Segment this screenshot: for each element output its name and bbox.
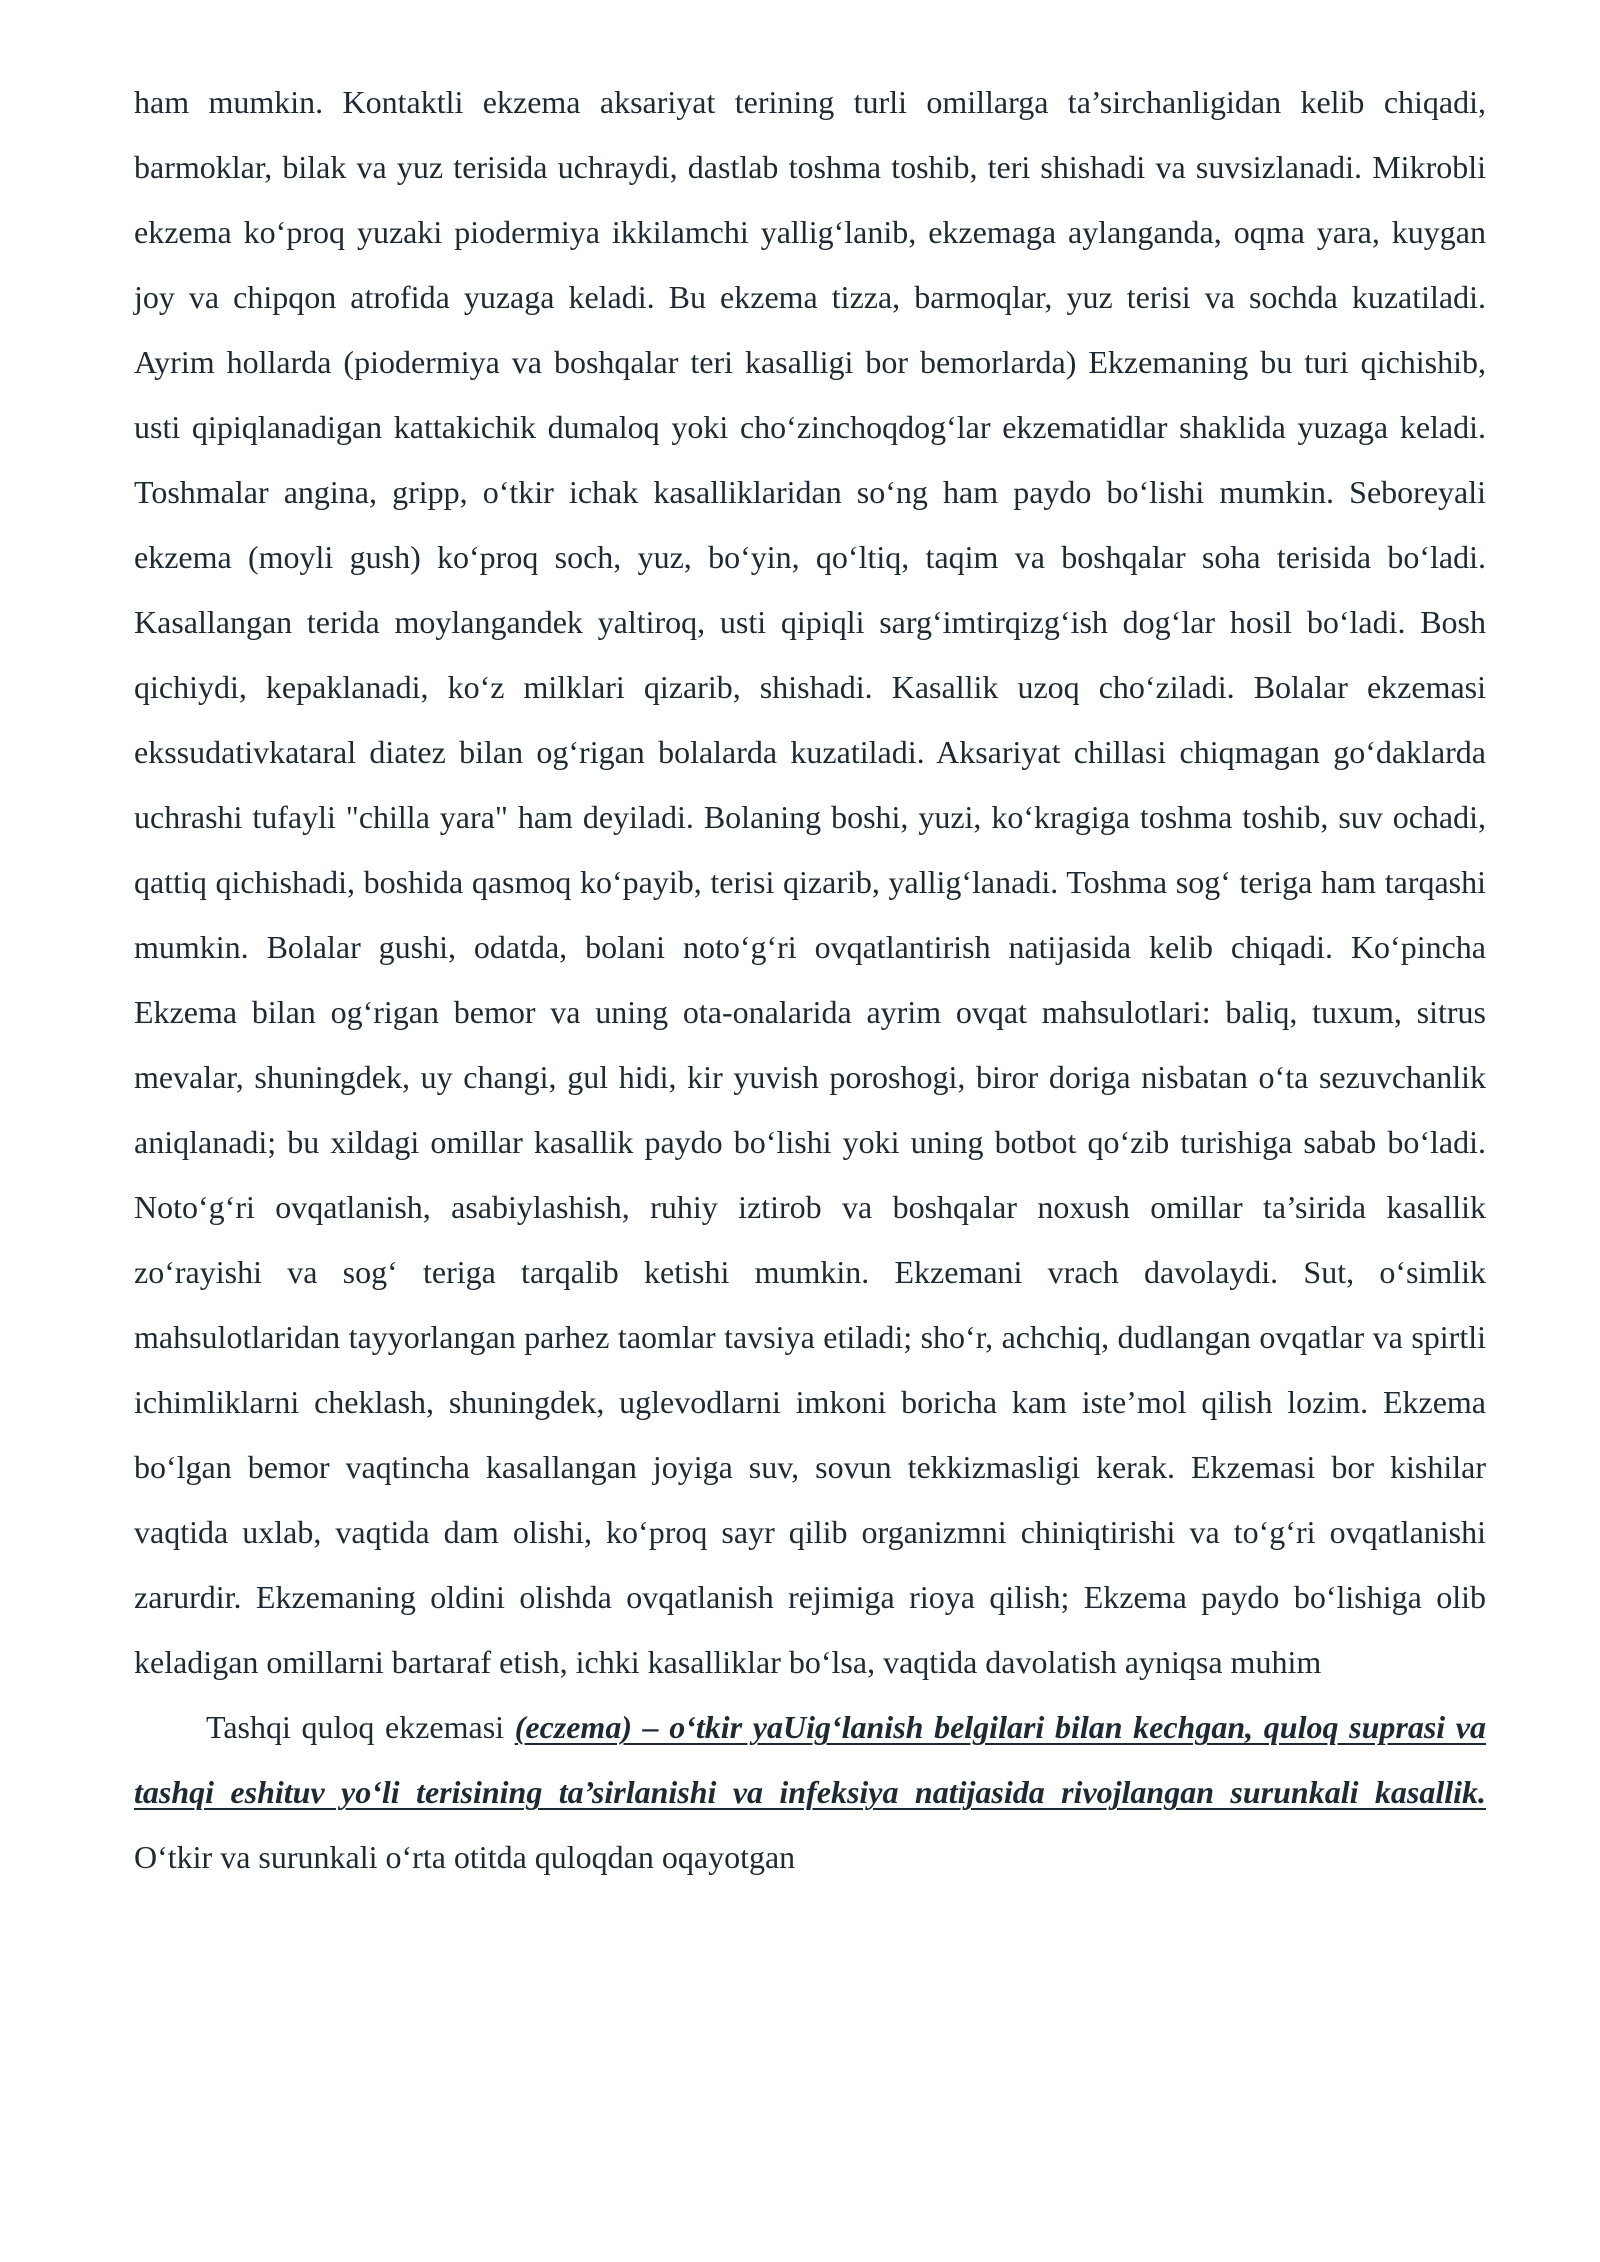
document-page	[134, 70, 1486, 1890]
paragraph-tail-text: O‘tkir va surunkali o‘rta otitda quloqdan oqayotgan	[134, 1839, 796, 1875]
body-paragraph: ham mumkin. Kontaktli ekzema aksariyat terining turli omillarga ta’sirchanligidan kelib chiqadi, barmoklar, bilak va yuz terisida uchraydi, dastlab toshma toshib, teri shishadi va suvsizlanadi. Mikrobli ekzema ko‘proq yuzaki piodermiya ikkilamchi yallig‘lanib, ekzemaga aylanganda, oqma yara, kuygan joy va chipqon atrofida yuzaga keladi. Bu ekzema tizza, barmoqlar, yuz terisi va sochda kuzatiladi. Ayrim hollarda (piodermiya va boshqalar teri kasalligi bor bemorlarda) Ekzemaning bu turi qichishib, usti qipiqlanadigan kattakichik dumaloq yoki cho‘zinchoqdog‘lar ekzematidlar shaklida yuzaga keladi. Toshmalar angina, gripp, o‘tkir ichak kasalliklaridan so‘ng ham paydo bo‘lishi mumkin. Seboreyali ekzema (moyli gush) ko‘proq soch, yuz, bo‘yin, qo‘ltiq, taqim va boshqalar soha terisida bo‘ladi. Kasallangan terida moylangandek yaltiroq, usti qipiqli sarg‘imtirqizg‘ish dog‘lar hosil bo‘ladi. Bosh qichiydi, kepaklanadi, ko‘z milklari qizarib, shishadi. Kasallik uzoq cho‘ziladi. Bolalar ekzemasi ekssudativkataral diatez bilan og‘rigan bolalarda kuzatiladi. Aksariyat chillasi chiqmagan go‘daklarda uchrashi tufayli "chilla yara" ham deyiladi. Bolaning boshi, yuzi, ko‘kragiga toshma toshib, suv ochadi, qattiq qichishadi, boshida qasmoq ko‘payib, terisi qizarib, yallig‘lanadi. Toshma sog‘ teriga ham tarqashi mumkin. Bolalar gushi, odatda, bolani noto‘g‘ri ovqatlantirish natijasida kelib chiqadi. Ko‘pincha Ekzema bilan og‘rigan bemor va uning ota-onalarida ayrim ovqat mahsulotlari: baliq, tuxum, sitrus mevalar, shuningdek, uy changi, gul hidi, kir yuvish poroshogi, biror doriga nisbatan o‘ta sezuvchanlik aniqlanadi; bu xildagi omillar kasallik paydo bo‘lishi yoki uning botbot qo‘zib turishiga sabab bo‘ladi. Noto‘g‘ri ovqatlanish, asabiylashish, ruhiy iztirob va boshqalar noxush omillar ta’sirida kasallik zo‘rayishi va sog‘ teriga tarqalib ketishi mumkin. Ekzemani vrach davolaydi. Sut, o‘simlik mahsulotlaridan tayyorlangan parhez taomlar tavsiya etiladi; sho‘r, achchiq, dudlangan ovqatlar va spirtli ichimliklarni cheklash, shuningdek, uglevodlarni imkoni boricha kam iste’mol qilish lozim. Ekzema bo‘lgan bemor vaqtincha kasallangan joyiga suv, sovun tekkizmasligi kerak. Ekzemasi bor kishilar vaqtida uxlab, vaqtida dam olishi, ko‘proq sayr qilib organizmni chiniqtirishi va to‘g‘ri ovqatlanishi zarurdir. Ekzemaning oldini olishda ovqatlanish rejimiga rioya qilish; Ekzema paydo bo‘lishiga olib keladigan omillarni bartaraf etish, ichki kasalliklar bo‘lsa, vaqtida davolatish ayniqsa muhim	[134, 84, 1486, 1680]
emphasized-definition: (eczema) – o‘tkir yaUig‘lanish belgilari bilan kechgan, quloq suprasi va tashqi eshituv yo‘li terisining ta’sirlanishi va infeksiya natijasida rivojlangan surunkali kasallik.	[134, 1709, 1486, 1810]
paragraph-lead-text: Tashqi quloq ekzemasi	[206, 1709, 515, 1745]
body-paragraph-ear-eczema	[134, 1695, 1486, 1890]
